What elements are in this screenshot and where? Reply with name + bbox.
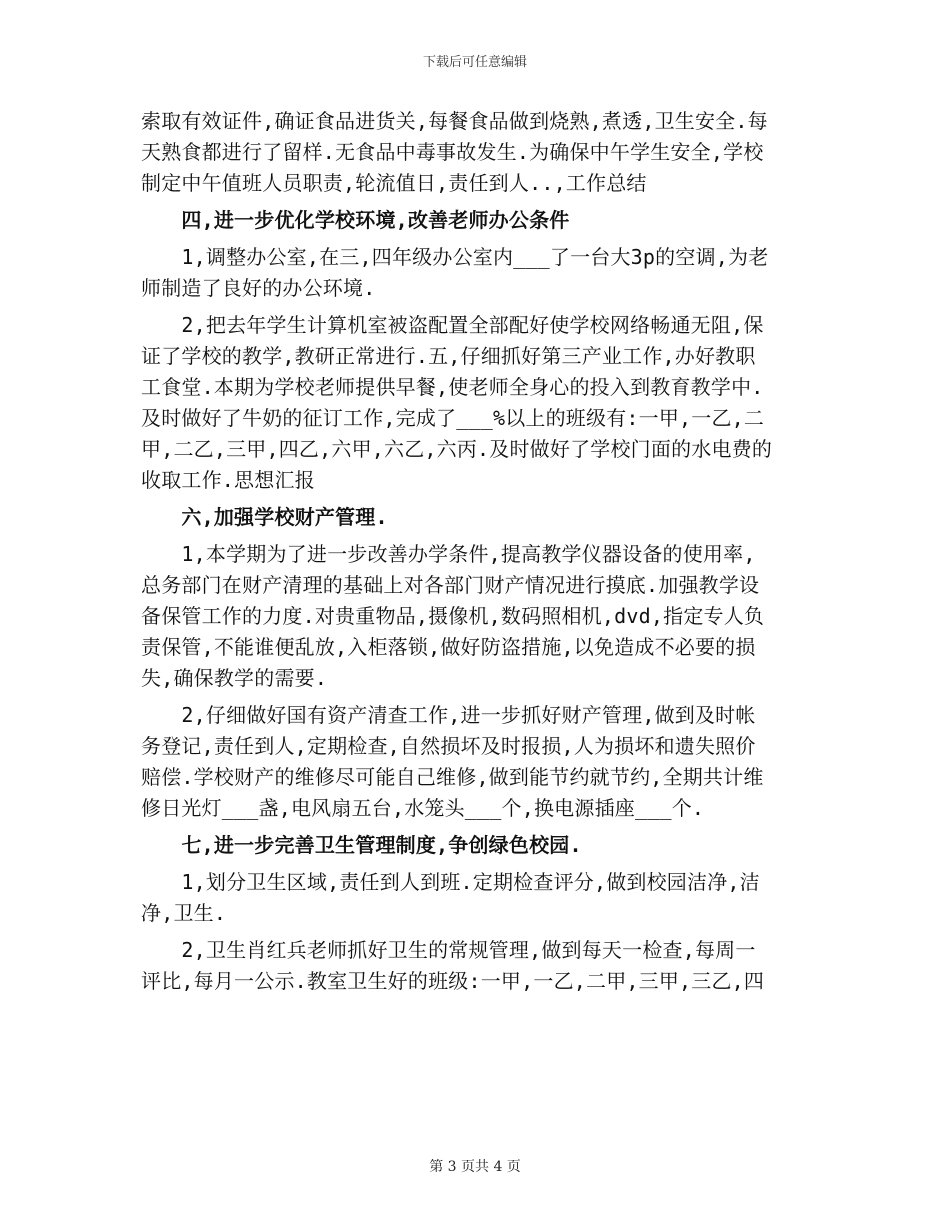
text-line: 师制造了良好的办公环境. — [141, 276, 376, 300]
paragraph — [141, 242, 821, 304]
text-line: 索取有效证件,确证食品进货关,每餐食品做到烧熟,煮透,卫生安全.每 — [141, 109, 768, 133]
page-header: 下载后可任意编辑 — [422, 55, 527, 70]
text-line: 收取工作.思想汇报 — [141, 468, 315, 492]
section-heading — [141, 502, 821, 533]
paragraph — [141, 310, 821, 496]
paragraph — [141, 935, 821, 997]
text-line: 四,进一步优化学校环境,改善老师办公条件 — [141, 208, 570, 232]
text-line: 工食堂.本期为学校老师提供早餐,使老师全身心的投入到教育教学中. — [141, 375, 764, 399]
text-line: 评比,每月一公示.教室卫生好的班级:一甲,一乙,二甲,三甲,三乙,四 — [141, 969, 765, 993]
paragraph — [141, 867, 821, 929]
text-line: 2,把去年学生计算机室被盗配置全部配好使学校网络畅通无阻,保 — [141, 313, 764, 337]
section-heading — [141, 205, 821, 236]
text-line: 制定中午值班人员职责,轮流值日,责任到人..,工作总结 — [141, 171, 647, 195]
text-line: 1,本学期为了进一步改善办学条件,提高教学仪器设备的使用率, — [141, 542, 756, 566]
section-heading — [141, 830, 821, 861]
text-line: 修日光灯___盏,电风扇五台,水笼头___个,换电源插座___个. — [141, 796, 705, 820]
text-line: 证了学校的教学,教研正常进行.五,仔细抓好第三产业工作,办好教职 — [141, 344, 756, 368]
text-line: 七,进一步完善卫生管理制度,争创绿色校园. — [141, 833, 582, 857]
text-line: 1,调整办公室,在三,四年级办公室内___了一台大3p的空调,为老 — [141, 245, 769, 269]
text-line: 备保管工作的力度.对贵重物品,摄像机,数码照相机,dvd,指定专人负 — [141, 604, 765, 628]
text-line: 六,加强学校财产管理. — [141, 505, 388, 529]
text-line: 1,划分卫生区域,责任到人到班.定期检查评分,做到校园洁净,洁 — [141, 870, 760, 894]
text-line: 及时做好了牛奶的征订工作,完成了___%以上的班级有:一甲,一乙,二 — [141, 406, 765, 430]
paragraph — [141, 106, 821, 199]
text-line: 甲,二乙,三甲,四乙,六甲,六乙,六丙.及时做好了学校门面的水电费的 — [141, 437, 773, 461]
text-line: 2,仔细做好国有资产清查工作,进一步抓好财产管理,做到及时帐 — [141, 703, 756, 727]
text-line: 失,确保教学的需要. — [141, 666, 328, 690]
text-line: 2,卫生肖红兵老师抓好卫生的常规管理,做到每天一检查,每周一 — [141, 938, 756, 962]
text-line: 净,卫生. — [141, 901, 227, 925]
text-line: 赔偿.学校财产的维修尽可能自己维修,做到能节约就节约,全期共计维 — [141, 765, 764, 789]
text-line: 天熟食都进行了留样.无食品中毒事故发生.为确保中午学生安全,学校 — [141, 140, 764, 164]
document-body — [141, 106, 821, 997]
page-footer: 第 3 页共 4 页 — [429, 1159, 521, 1175]
paragraph — [141, 700, 821, 824]
text-line: 责保管,不能谁便乱放,入柜落锁,做好防盗措施,以免造成不必要的损 — [141, 635, 756, 659]
paragraph — [141, 539, 821, 694]
text-line: 总务部门在财产清理的基础上对各部门财产情况进行摸底.加强教学设 — [141, 573, 760, 597]
text-line: 务登记,责任到人,定期检查,自然损坏及时报损,人为损坏和遗失照价 — [141, 734, 756, 758]
